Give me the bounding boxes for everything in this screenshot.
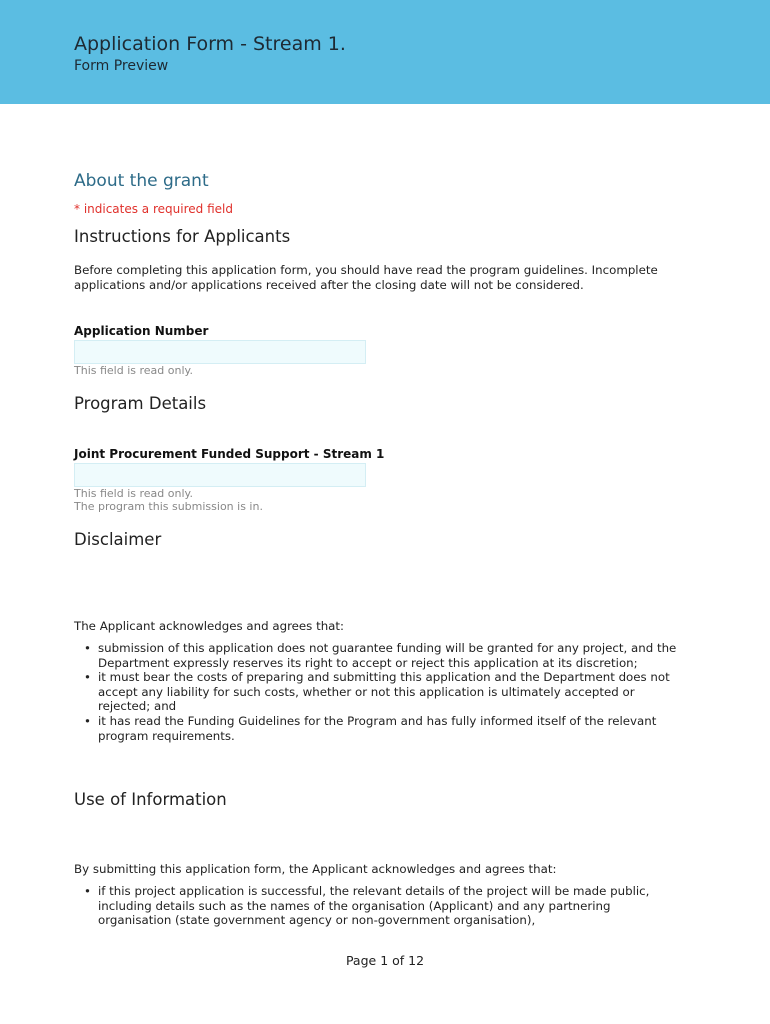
program-help-description: The program this submission is in. (74, 500, 263, 513)
application-number-help: This field is read only. (74, 364, 193, 377)
instructions-heading: Instructions for Applicants (74, 227, 291, 246)
form-title: Application Form - Stream 1. (74, 33, 346, 55)
form-subtitle: Form Preview (74, 58, 169, 74)
page-header (0, 0, 770, 104)
program-details-heading: Program Details (74, 394, 207, 413)
application-number-field[interactable] (74, 340, 366, 364)
about-heading: About the grant (74, 171, 209, 191)
disclaimer-heading: Disclaimer (74, 530, 162, 549)
page-number: Page 1 of 12 (345, 953, 425, 968)
use-of-information-heading: Use of Information (74, 790, 227, 809)
required-field-note: * indicates a required field (74, 202, 233, 216)
instructions-text: Before completing this application form, you should have read the program guidelines. Incomplete applications and/or applications received after the closing date will not be considered. (74, 263, 658, 292)
program-label: Joint Procurement Funded Support - Stream 1 (74, 447, 385, 461)
application-number-label: Application Number (74, 324, 209, 338)
list-item: • submission of this application does not guarantee funding will be granted for any project, and the Department expressly reserves its right to accept or reject this application at its discretion; (74, 641, 684, 670)
program-help-readonly: This field is read only. (74, 487, 193, 500)
disclaimer-intro: The Applicant acknowledges and agrees that: (74, 619, 345, 633)
disclaimer-list (74, 641, 684, 743)
program-field[interactable] (74, 463, 366, 487)
list-item: • if this project application is successful, the relevant details of the project will be made public, including details such as the names of the organisation (Applicant) and any partnering organisation (state government agency or non-government organisation), (74, 884, 684, 928)
use-of-information-list (74, 884, 684, 928)
list-item: • it has read the Funding Guidelines for the Program and has fully informed itself of the relevant program requirements. (74, 714, 684, 743)
list-item: • it must bear the costs of preparing and submitting this application and the Department does not accept any liability for such costs, whether or not this application is ultimately accepted or rejected; and (74, 670, 684, 714)
use-of-information-intro: By submitting this application form, the Applicant acknowledges and agrees that: (74, 862, 557, 876)
